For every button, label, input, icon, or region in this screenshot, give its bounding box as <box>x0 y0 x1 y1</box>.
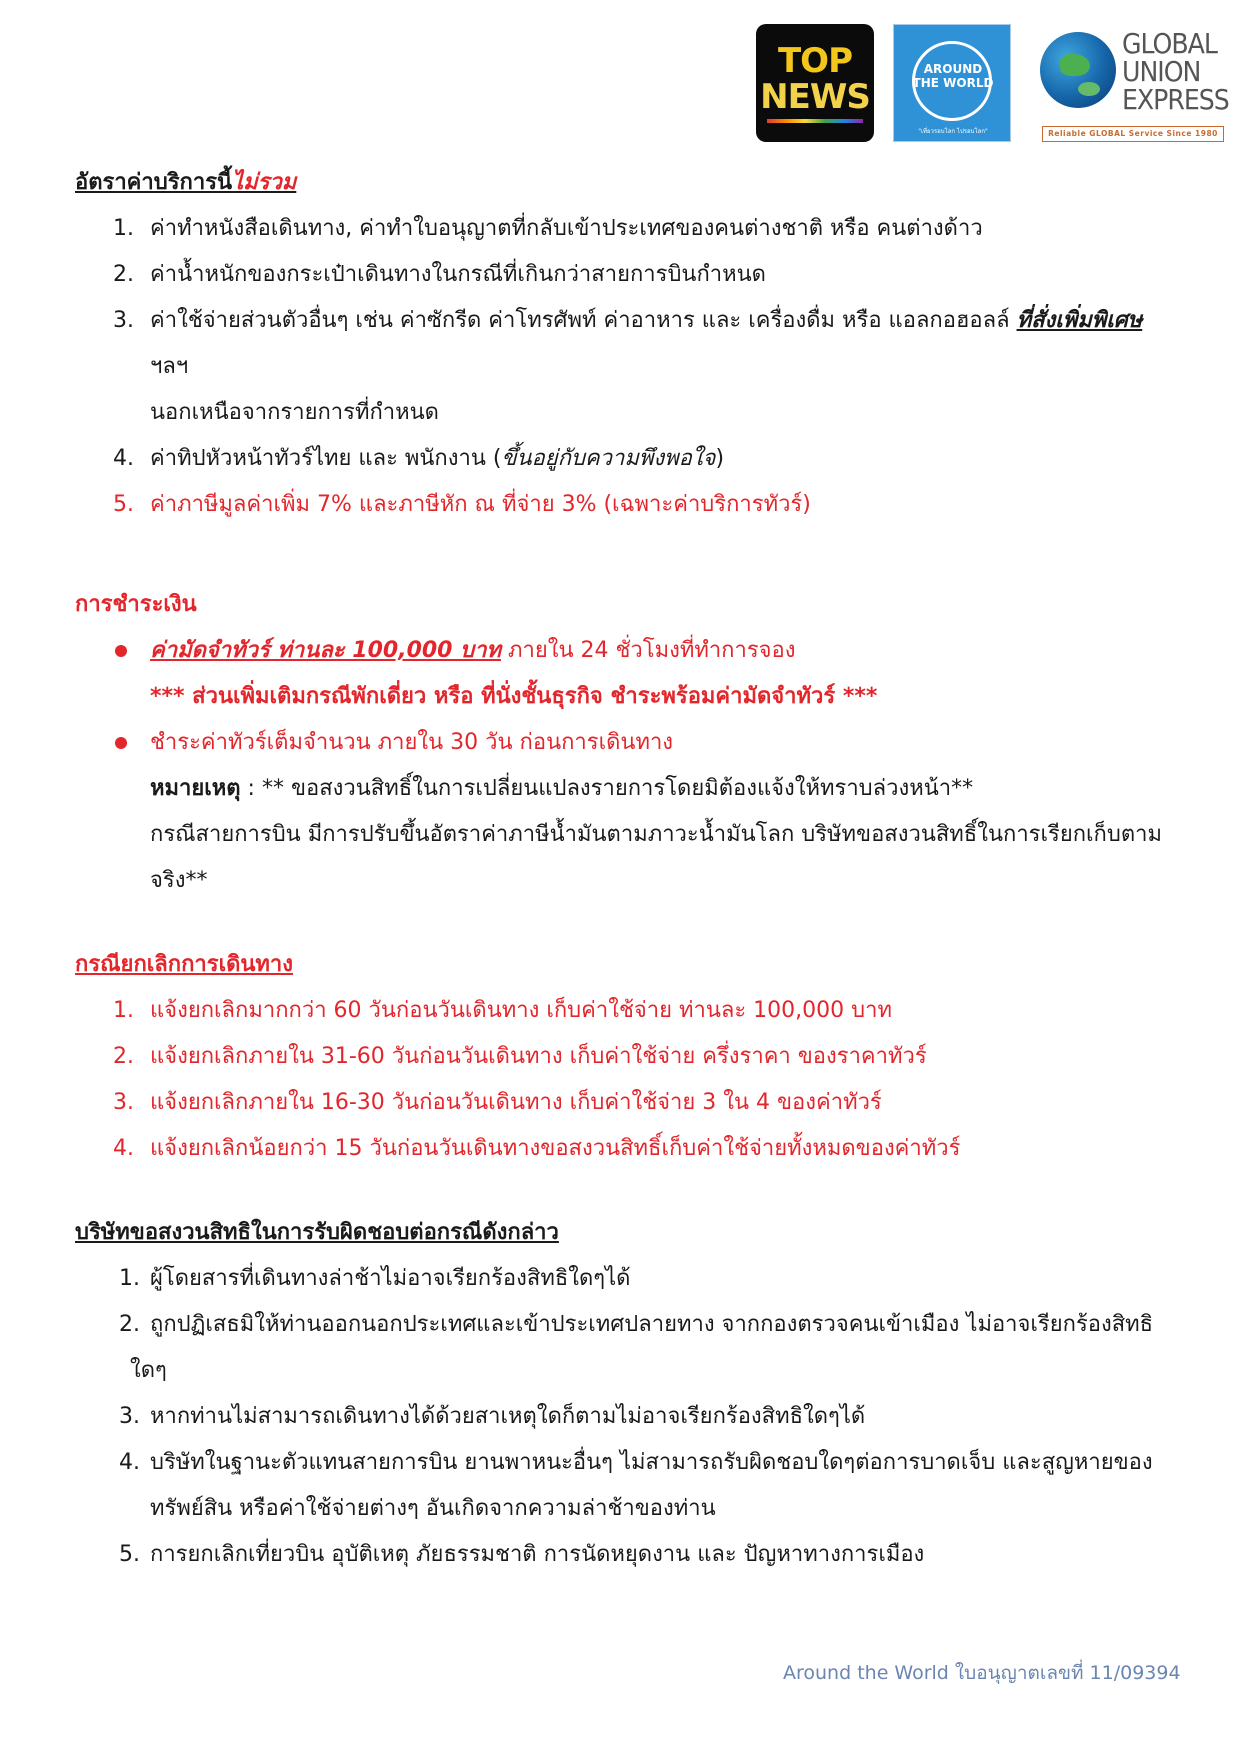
page-footer: Around the World ใบอนุญาตเลขที่ 11/09394 <box>783 1662 1181 1684</box>
bullet-icon <box>115 645 127 657</box>
list-item <box>75 1302 1175 1348</box>
list-item <box>75 1034 1175 1080</box>
list-item-text: แจ้งยกเลิกน้อยกว่า 15 วันก่อนวันเดินทางขอสงวนสิทธิ์เก็บค่าใช้จ่ายทั้งหมดของค่าทัวร์ <box>150 1136 961 1161</box>
list-item-text: ถูกปฏิเสธมิให้ท่านออกนอกประเทศและเข้าประเทศปลายทาง จากกองตรวจคนเข้าเมือง ไม่อาจเรียกร้องสิทธิ <box>150 1312 1154 1337</box>
topnews-logo-line2: NEWS <box>760 77 870 117</box>
document-body <box>75 160 1175 1578</box>
deposit-condition: ภายใน 24 ชั่วโมงที่ทำการจอง <box>500 638 796 663</box>
list-item-number: 2. <box>113 1044 134 1069</box>
around-world-logo-line1: AROUND <box>923 62 983 76</box>
list-item <box>75 1256 1175 1302</box>
list-item-continuation: ใดๆ <box>130 1358 167 1383</box>
list-item-text: แจ้งยกเลิกมากกว่า 60 วันก่อนวันเดินทาง เก็บค่าใช้จ่าย ท่านละ 100,000 บาท <box>150 998 892 1023</box>
deposit-note: *** ส่วนเพิ่มเติมกรณีพักเดี่ยว หรือ ที่นั่งชั้นธุรกิจ ชำระพร้อมค่ามัดจำทัวร์ *** <box>150 684 878 709</box>
list-item <box>75 1080 1175 1126</box>
list-item-number: 1. <box>113 216 134 241</box>
not-included-section <box>75 160 1175 528</box>
list-item-emphasis: ที่สั่งเพิ่มพิเศษ <box>1016 308 1143 333</box>
remark-line3: จริง** <box>150 868 208 893</box>
list-item-text: หากท่านไม่สามารถเดินทางได้ด้วยสาเหตุใดก็ตามไม่อาจเรียกร้องสิทธิใดๆได้ <box>150 1404 866 1429</box>
around-world-logo-tagline: "เที่ยวรอบโลก ไปรอบโลก" <box>918 128 988 135</box>
around-the-world-logo <box>893 24 1011 142</box>
remark-label: หมายเหตุ <box>150 776 241 801</box>
list-item <box>75 988 1175 1034</box>
not-included-heading-emphasis: ไม่รวม <box>232 170 297 195</box>
list-item-continuation: ฯลฯ <box>150 354 189 379</box>
guex-logo-line3: EXPRESS <box>1122 83 1229 116</box>
guex-logo-line1: GLOBAL <box>1122 27 1217 60</box>
list-item-text: บริษัทในฐานะตัวแทนสายการบิน ยานพาหนะอื่นๆ ไม่สามารถรับผิดชอบใดๆต่อการบาดเจ็บ และสูญหายของ <box>150 1450 1153 1475</box>
list-item-text: ผู้โดยสารที่เดินทางล่าช้าไม่อาจเรียกร้องสิทธิใดๆได้ <box>150 1266 631 1291</box>
remark <box>75 766 1175 812</box>
around-world-logo-line2: THE WORLD <box>912 76 994 90</box>
list-item-number: 5. <box>119 1542 140 1567</box>
deposit-label: ค่ามัดจำทัวร์ ท่านละ 100,000 บาท <box>150 638 501 663</box>
list-item-number: 4. <box>119 1450 140 1475</box>
deposit-bullet <box>75 628 1175 674</box>
list-item-continuation: ทรัพย์สิน หรือค่าใช้จ่ายต่างๆ อันเกิดจากความล่าช้าของท่าน <box>150 1496 716 1521</box>
topnews-logo <box>756 24 874 142</box>
list-item-number: 4. <box>113 1136 134 1161</box>
list-item-number: 1. <box>113 998 134 1023</box>
list-item <box>75 1532 1175 1578</box>
guex-logo-tagline: Reliable GLOBAL Service Since 1980 <box>1042 126 1224 142</box>
globe-icon <box>1040 32 1116 108</box>
liability-heading: บริษัทขอสงวนสิทธิในการรับผิดชอบต่อกรณีดังกล่าว <box>75 1220 559 1245</box>
full-payment-text: ชำระค่าทัวร์เต็มจำนวน ภายใน 30 วัน ก่อนการเดินทาง <box>150 730 674 755</box>
list-item-text: ค่าทิปหัวหน้าทัวร์ไทย และ พนักงาน ( <box>150 446 502 471</box>
global-union-express-logo <box>1040 24 1229 144</box>
list-item-number: 5. <box>113 492 134 517</box>
list-item-number: 4. <box>113 446 134 471</box>
list-item <box>75 436 1175 482</box>
list-item-close: ) <box>715 446 725 471</box>
cancellation-heading: กรณียกเลิกการเดินทาง <box>75 952 294 977</box>
list-item <box>75 206 1175 252</box>
list-item <box>75 482 1175 528</box>
topnews-logo-colorbar <box>767 119 863 123</box>
cancellation-section <box>75 942 1175 1172</box>
list-item-text: แจ้งยกเลิกภายใน 31-60 วันก่อนวันเดินทาง เก็บค่าใช้จ่าย ครึ่งราคา ของราคาทัวร์ <box>150 1044 927 1069</box>
list-item-text: การยกเลิกเที่ยวบิน อุบัติเหตุ ภัยธรรมชาติ การนัดหยุดงาน และ ปัญหาทางการเมือง <box>150 1542 925 1567</box>
list-item-number: 1. <box>119 1266 140 1291</box>
list-item-text: ค่าภาษีมูลค่าเพิ่ม 7% และภาษีหัก ณ ที่จ่าย 3% (เฉพาะค่าบริการทัวร์) <box>150 492 811 517</box>
topnews-logo-line1: TOP <box>777 41 852 81</box>
list-item-number: 3. <box>113 308 134 333</box>
not-included-heading-prefix: อัตราค่าบริการนี้ <box>75 170 233 195</box>
full-payment-bullet <box>75 720 1175 766</box>
list-item-text: ค่าน้ำหนักของกระเป๋าเดินทางในกรณีที่เกินกว่าสายการบินกำหนด <box>150 262 766 287</box>
list-item-text: ค่าทำหนังสือเดินทาง, ค่าทำใบอนุญาตที่กลับเข้าประเทศของคนต่างชาติ หรือ คนต่างด้าว <box>150 216 983 241</box>
list-item <box>75 252 1175 298</box>
list-item-text: แจ้งยกเลิกภายใน 16-30 วันก่อนวันเดินทาง เก็บค่าใช้จ่าย 3 ใน 4 ของค่าทัวร์ <box>150 1090 882 1115</box>
list-item <box>75 1126 1175 1172</box>
list-item <box>75 1394 1175 1440</box>
remark-line2: กรณีสายการบิน มีการปรับขึ้นอัตราค่าภาษีน้ำมันตามภาวะน้ำมันโลก บริษัทขอสงวนสิทธิ์ในการเรียกเก็บตาม <box>150 822 1162 847</box>
list-item-number: 2. <box>119 1312 140 1337</box>
liability-section <box>75 1210 1175 1578</box>
list-item-number: 3. <box>119 1404 140 1429</box>
remark-text: : ** ขอสงวนสิทธิ์ในการเปลี่ยนแปลงรายการโดยมิต้องแจ้งให้ทราบล่วงหน้า** <box>240 776 974 801</box>
list-item <box>75 298 1175 344</box>
list-item-continuation: นอกเหนือจากรายการที่กำหนด <box>150 400 439 425</box>
bullet-icon <box>115 737 127 749</box>
list-item-text: ค่าใช้จ่ายส่วนตัวอื่นๆ เช่น ค่าซักรีด ค่าโทรศัพท์ ค่าอาหาร และ เครื่องดื่ม หรือ แอลกอฮอลล์ <box>150 308 1017 333</box>
list-item-number: 3. <box>113 1090 134 1115</box>
guex-logo-line2: UNION <box>1122 55 1201 88</box>
list-item-number: 2. <box>113 262 134 287</box>
payment-section <box>75 582 1175 904</box>
list-item-italic: ขึ้นอยู่กับความพึงพอใจ <box>501 446 716 471</box>
payment-heading: การชำระเงิน <box>75 592 197 617</box>
not-included-heading <box>75 160 1175 206</box>
list-item <box>75 1440 1175 1486</box>
